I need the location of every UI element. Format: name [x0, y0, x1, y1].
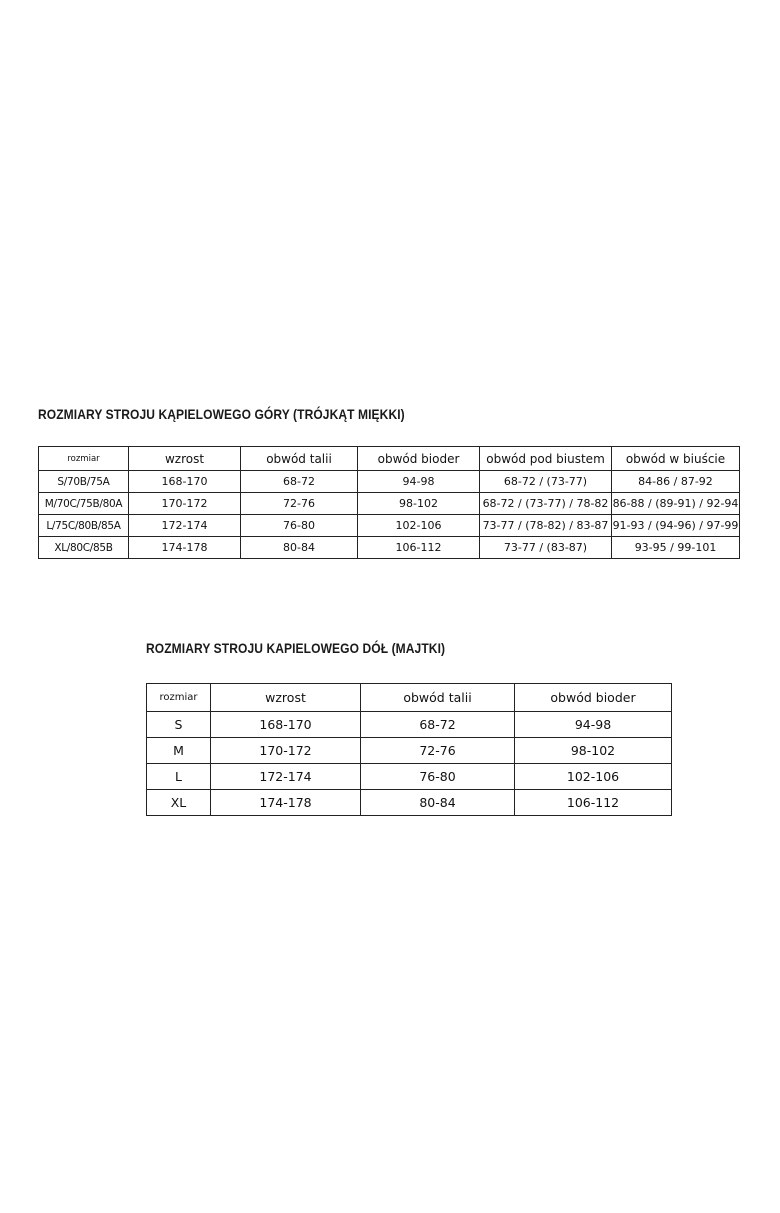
- bust-cell: 91-93 / (94-96) / 97-99: [612, 515, 740, 537]
- bust-cell: 93-95 / 99-101: [612, 537, 740, 559]
- waist-cell: 80-84: [361, 790, 515, 816]
- hips-cell: 102-106: [515, 764, 672, 790]
- size-cell: XL: [147, 790, 211, 816]
- waist-cell: 68-72: [361, 712, 515, 738]
- column-header-hips: obwód bioder: [515, 684, 672, 712]
- height-cell: 172-174: [211, 764, 361, 790]
- bust-cell: 86-88 / (89-91) / 92-94: [612, 493, 740, 515]
- column-header-waist: obwód talii: [361, 684, 515, 712]
- column-header-bust: obwód w biuście: [612, 447, 740, 471]
- table-row: [39, 515, 740, 537]
- waist-cell: 68-72: [241, 471, 358, 493]
- table-header-row: [39, 447, 740, 471]
- size-cell: M/70C/75B/80A: [39, 493, 129, 515]
- hips-cell: 94-98: [358, 471, 480, 493]
- waist-cell: 76-80: [241, 515, 358, 537]
- table-row: [147, 790, 672, 816]
- height-cell: 170-172: [211, 738, 361, 764]
- bust-cell: 84-86 / 87-92: [612, 471, 740, 493]
- top-size-chart-table: [38, 446, 740, 559]
- waist-cell: 72-76: [241, 493, 358, 515]
- size-cell: M: [147, 738, 211, 764]
- hips-cell: 106-112: [358, 537, 480, 559]
- height-cell: 172-174: [129, 515, 241, 537]
- size-cell: L/75C/80B/85A: [39, 515, 129, 537]
- hips-cell: 106-112: [515, 790, 672, 816]
- column-header-size: rozmiar: [147, 684, 211, 712]
- underbust-cell: 73-77 / (78-82) / 83-87: [480, 515, 612, 537]
- column-header-size: rozmiar: [39, 447, 129, 471]
- height-cell: 170-172: [129, 493, 241, 515]
- hips-cell: 98-102: [358, 493, 480, 515]
- size-cell: XL/80C/85B: [39, 537, 129, 559]
- table-row: [39, 493, 740, 515]
- hips-cell: 102-106: [358, 515, 480, 537]
- size-cell: S/70B/75A: [39, 471, 129, 493]
- underbust-cell: 73-77 / (83-87): [480, 537, 612, 559]
- table-row: [147, 738, 672, 764]
- waist-cell: 72-76: [361, 738, 515, 764]
- size-cell: L: [147, 764, 211, 790]
- waist-cell: 80-84: [241, 537, 358, 559]
- height-cell: 174-178: [211, 790, 361, 816]
- underbust-cell: 68-72 / (73-77): [480, 471, 612, 493]
- bottom-size-chart-title: ROZMIARY STROJU KAPIELOWEGO DÓŁ (MAJTKI): [146, 640, 446, 656]
- hips-cell: 98-102: [515, 738, 672, 764]
- bottom-size-chart-table: [146, 683, 672, 816]
- hips-cell: 94-98: [515, 712, 672, 738]
- height-cell: 174-178: [129, 537, 241, 559]
- height-cell: 168-170: [211, 712, 361, 738]
- table-row: [147, 764, 672, 790]
- table-row: [39, 471, 740, 493]
- underbust-cell: 68-72 / (73-77) / 78-82: [480, 493, 612, 515]
- column-header-height: wzrost: [129, 447, 241, 471]
- table-row: [39, 537, 740, 559]
- size-cell: S: [147, 712, 211, 738]
- waist-cell: 76-80: [361, 764, 515, 790]
- column-header-underbust: obwód pod biustem: [480, 447, 612, 471]
- table-row: [147, 712, 672, 738]
- top-size-chart-title: ROZMIARY STROJU KĄPIELOWEGO GÓRY (TRÓJKĄT MIĘKKI): [38, 406, 405, 422]
- column-header-waist: obwód talii: [241, 447, 358, 471]
- table-header-row: [147, 684, 672, 712]
- column-header-height: wzrost: [211, 684, 361, 712]
- height-cell: 168-170: [129, 471, 241, 493]
- column-header-hips: obwód bioder: [358, 447, 480, 471]
